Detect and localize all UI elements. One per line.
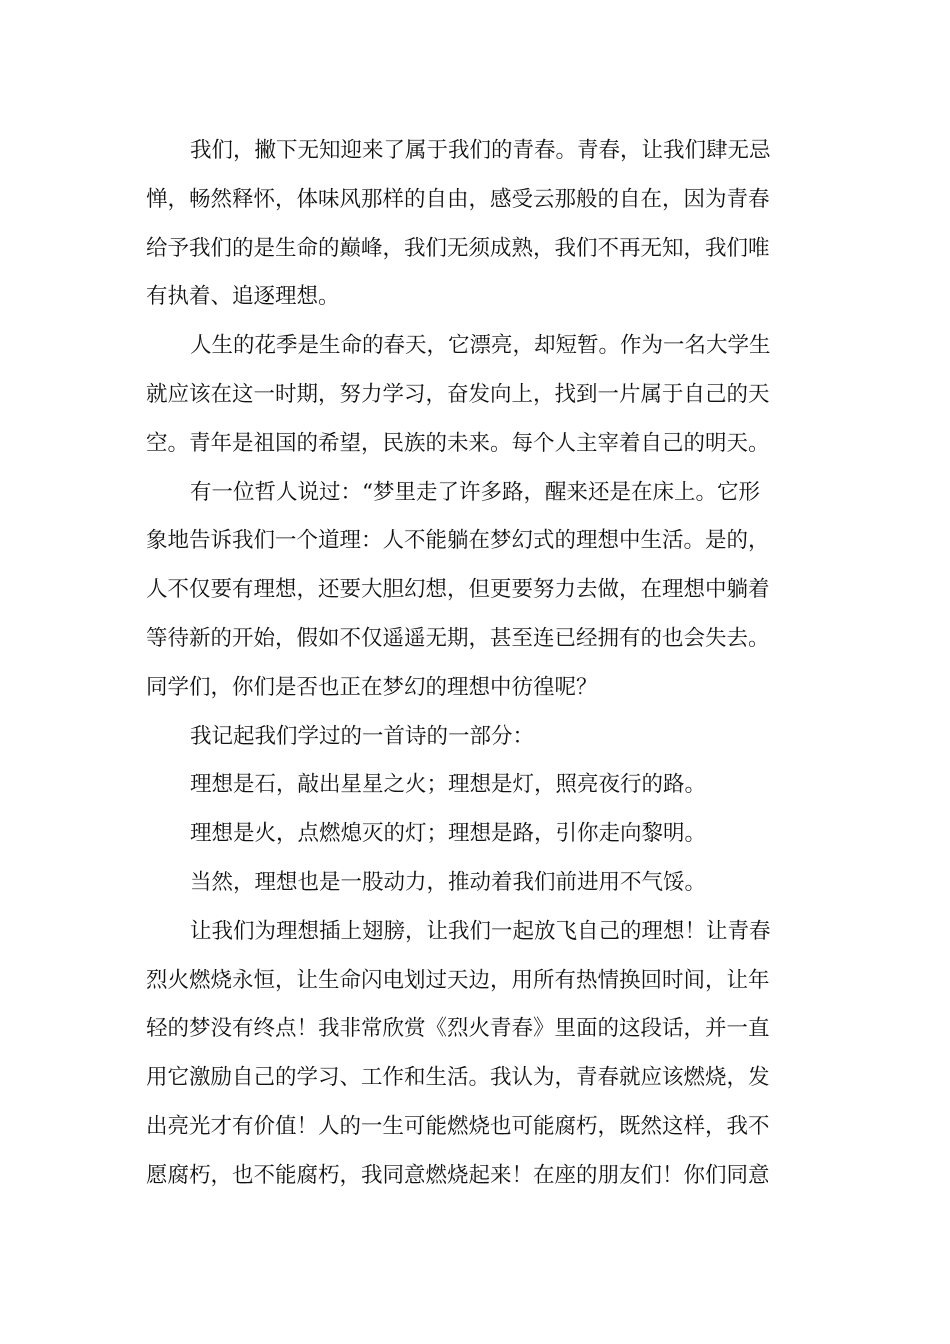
text-line: 理想是火，点燃熄灭的灯；理想是路，引你走向黎明。 bbox=[190, 821, 707, 847]
text-line: 就应该在这一时期，努力学习，奋发向上，找到一片属于自己的天 bbox=[146, 381, 770, 407]
text-line: 我们，撇下无知迎来了属于我们的青春。青春，让我们肆无忌 bbox=[190, 138, 771, 163]
paragraph-motivation bbox=[146, 859, 806, 908]
text-line: 人不仅要有理想，还要大胆幻想，但更要努力去做，在理想中躺着 bbox=[146, 577, 770, 603]
text-line: 当然，理想也是一股动力，推动着我们前进用不气馁。 bbox=[190, 869, 707, 895]
text-line: 惮，畅然释怀，体味风那样的自由，感受云那般的自在，因为青春 bbox=[146, 186, 770, 212]
poem-line-2 bbox=[146, 810, 806, 859]
text-line: 等待新的开始，假如不仅遥遥无期，甚至连已经拥有的也会失去。 bbox=[146, 625, 770, 651]
paragraph-life-season bbox=[146, 322, 806, 468]
text-line: 我记起我们学过的一首诗的一部分： bbox=[190, 723, 535, 749]
text-line: 轻的梦没有终点！我非常欣赏《烈火青春》里面的这段话，并一直 bbox=[146, 1016, 770, 1042]
text-line: 用它激励自己的学习、工作和生活。我认为，青春就应该燃烧，发 bbox=[146, 1065, 770, 1091]
text-line: 同学们，你们是否也正在梦幻的理想中彷徨呢？ bbox=[146, 674, 598, 700]
paragraph-philosopher bbox=[146, 469, 806, 713]
poem-line-1 bbox=[146, 761, 806, 810]
text-line: 烈火燃烧永恒，让生命闪电划过天边，用所有热情换回时间，让年 bbox=[146, 967, 770, 993]
text-line: 象地告诉我们一个道理：人不能躺在梦幻式的理想中生活。是的， bbox=[146, 528, 770, 554]
text-line: 空。青年是祖国的希望，民族的未来。每个人主宰着自己的明天。 bbox=[146, 430, 770, 456]
text-line: 给予我们的是生命的巅峰，我们无须成熟，我们不再无知，我们唯 bbox=[146, 235, 770, 261]
text-line: 人生的花季是生命的春天，它漂亮，却短暂。作为一名大学生 bbox=[190, 333, 771, 359]
text-line: 让我们为理想插上翅膀，让我们一起放飞自己的理想！让青春 bbox=[190, 918, 771, 944]
text-line: 出亮光才有价值！人的一生可能燃烧也可能腐朽，既然这样，我不 bbox=[146, 1113, 770, 1139]
paragraph-wings bbox=[146, 908, 806, 1201]
text-line: 理想是石，敲出星星之火；理想是灯，照亮夜行的路。 bbox=[190, 772, 707, 798]
paragraph-youth bbox=[146, 127, 806, 322]
text-line: 愿腐朽，也不能腐朽，我同意燃烧起来！在座的朋友们！你们同意 bbox=[146, 1162, 770, 1188]
text-line: 有执着、追逐理想。 bbox=[146, 284, 340, 310]
text-line: 有一位哲人说过：“梦里走了许多路，醒来还是在床上。它形 bbox=[190, 479, 760, 505]
document-body bbox=[146, 127, 806, 1201]
paragraph-poem-intro bbox=[146, 713, 806, 762]
